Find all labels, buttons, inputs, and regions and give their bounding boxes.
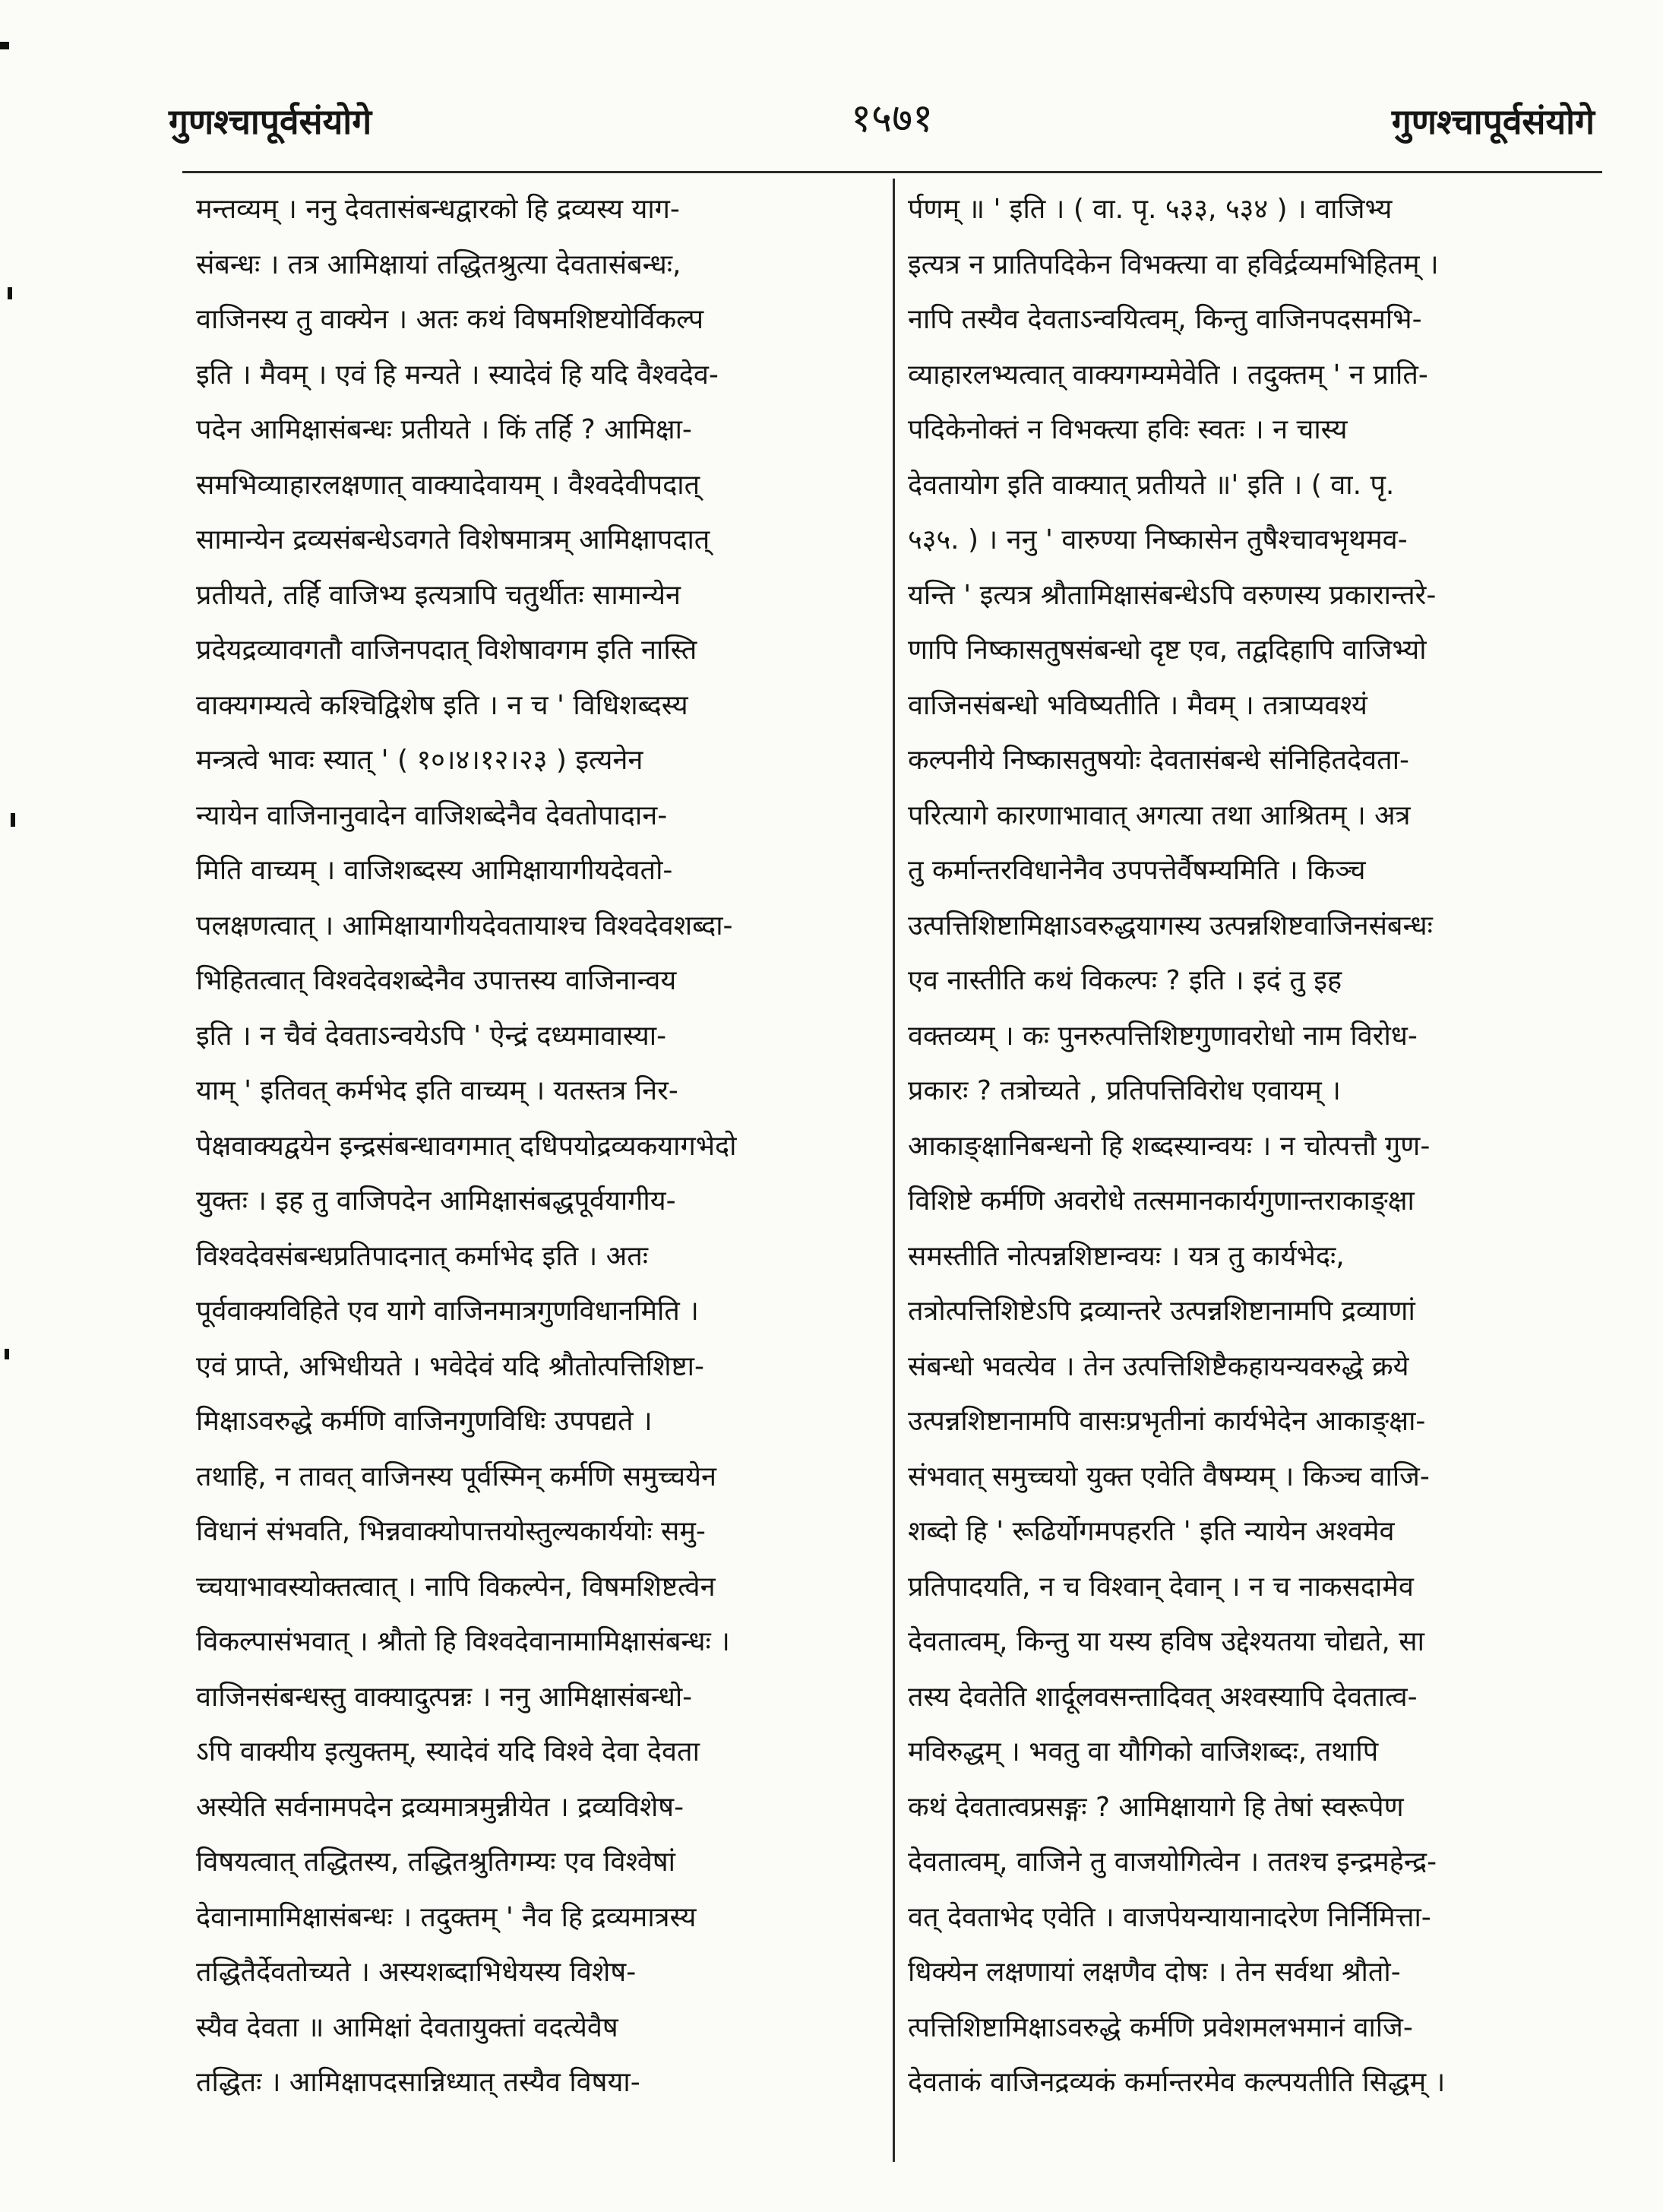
text-line: मन्त्रत्वे भावः स्यात् ' ( १०।४।१२।२३ ) इत्यनेन: [196, 745, 643, 776]
text-line: स्यैव देवता ॥ आमिक्षां देवतायुक्तां वदत्येवैष: [196, 2011, 618, 2043]
text-line: उत्पन्नशिष्टानामपि वासःप्रभृतीनां कार्यभेदेन आकाङ्क्षा-: [908, 1406, 1426, 1437]
text-line: र्पणम् ॥ ' इति । ( वा. पृ. ५३३, ५३४ ) । वाजिभ्य: [908, 194, 1393, 225]
text-line: देवताकं वाजिनद्रव्यकं कर्मान्तरमेव कल्पयतीति सिद्धम् ।: [908, 2067, 1446, 2098]
text-line: पलक्षणत्वात् । आमिक्षायागीयदेवतायाश्च विश्वदेवशब्दा-: [196, 910, 733, 941]
column-divider: [893, 179, 895, 2162]
text-line: विशिष्टे कर्मणि अवरोधे तत्समानकार्यगुणान्तराकाङ्क्षा: [908, 1185, 1415, 1217]
text-line: विश्वदेवसंबन्धप्रतिपादनात् कर्माभेद इति । अतः: [196, 1240, 648, 1272]
page-number: १५७१: [851, 96, 934, 141]
text-line: उत्पत्तिशिष्टामिक्षाऽवरुद्धयागस्य उत्पन्नशिष्टवाजिनसंबन्धः: [908, 910, 1433, 941]
text-line: ५३५. ) । ननु ' वारुण्या निष्कासेन तुषैश्चावभृथमव-: [908, 524, 1408, 555]
text-line: देवानामामिक्षासंबन्धः । तदुक्तम् ' नैव हि द्रव्यमात्रस्य: [196, 1901, 697, 1933]
text-line: इति । न चैवं देवताऽन्वयेऽपि ' ऐन्द्रं दध्यमावास्या-: [196, 1020, 667, 1052]
text-line: देवतात्वम्, वाजिने तु वाजयोगित्वेन । ततश्च इन्द्रमहेन्द्र-: [908, 1846, 1437, 1878]
text-line: तथाहि, न तावत् वाजिनस्य पूर्वस्मिन् कर्मणि समुच्चयेन: [196, 1460, 716, 1492]
text-line: कल्पनीये निष्कासतुषयोः देवतासंबन्धे संनिहितदेवता-: [908, 745, 1410, 776]
text-line: व्याहारलभ्यत्वात् वाक्यगम्यमेवेति । तदुक्तम् ' न प्राति-: [908, 359, 1428, 391]
text-line: विकल्पासंभवात् । श्रौतो हि विश्वदेवानामामिक्षासंबन्धः ।: [196, 1626, 730, 1657]
text-line: त्पत्तिशिष्टामिक्षाऽवरुद्धे कर्मणि प्रवेशमलभमानं वाजि-: [908, 2011, 1413, 2043]
text-line: पेक्षवाक्यद्वयेन इन्द्रसंबन्धावगमात् दधिपयोद्रव्यकयागभेदो: [196, 1130, 737, 1162]
text-line: सामान्येन द्रव्यसंबन्धेऽवगते विशेषमात्रम् आमिक्षापदात्: [196, 524, 710, 555]
text-line: पदिकेनोक्तं न विभक्त्या हविः स्वतः । न चास्य: [908, 414, 1348, 445]
text-line: विषयत्वात् तद्धितस्य, तद्धितश्रुतिगम्यः एव विश्वेषां: [196, 1846, 675, 1878]
text-line: वत् देवताभेद एवेति । वाजपेयन्यायानादरेण निर्निमित्ता-: [908, 1901, 1431, 1933]
header-right-title: गुणश्चापूर्वसंयोगे: [1391, 101, 1595, 142]
header-divider: [182, 171, 1602, 173]
text-line: वाक्यगम्यत्वे कश्चिद्विशेष इति । न च ' विधिशब्दस्य: [196, 689, 688, 721]
text-line: मविरुद्धम् । भवतु वा यौगिको वाजिशब्दः, तथापि: [908, 1736, 1379, 1767]
text-line: च्चयाभावस्योक्तत्वात् । नापि विकल्पेन, विषमशिष्टत्वेन: [196, 1571, 716, 1603]
text-line: देवतात्वम्, किन्तु या यस्य हविष उद्देश्यतया चोद्यते, सा: [908, 1626, 1424, 1657]
scan-mark: [0, 42, 9, 49]
text-line: न्यायेन वाजिनानुवादेन वाजिशब्देनैव देवतोपादान-: [196, 799, 668, 831]
header-left-title: गुणश्चापूर्वसंयोगे: [169, 101, 372, 142]
text-line: प्रदेयद्रव्यावगतौ वाजिनपदात् विशेषावगम इति नास्ति: [196, 634, 697, 666]
text-line: याम् ' इतिवत् कर्मभेद इति वाच्यम् । यतस्तत्र निर-: [196, 1075, 678, 1106]
text-line: वाजिनस्य तु वाक्येन । अतः कथं विषमशिष्टयोर्विकल्प: [196, 304, 704, 335]
text-line: अस्येति सर्वनामपदेन द्रव्यमात्रमुन्नीयेत । द्रव्यविशेष-: [196, 1791, 684, 1823]
text-line: पदेन आमिक्षासंबन्धः प्रतीयते । किं तर्हि ? आमिक्षा-: [196, 414, 692, 445]
text-line: शब्दो हि ' रूढिर्योगमपहरति ' इति न्यायेन अश्वमेव: [908, 1516, 1395, 1547]
text-line: समस्तीति नोत्पन्नशिष्टान्वयः । यत्र तु कार्यभेदः,: [908, 1240, 1345, 1272]
text-line: मिति वाच्यम् । वाजिशब्दस्य आमिक्षायागीयदेवतो-: [196, 855, 673, 886]
text-line: णापि निष्कासतुषसंबन्धो दृष्ट एव, तद्वदिहापि वाजिभ्यो: [908, 634, 1427, 666]
text-line: परित्यागे कारणाभावात् अगत्या तथा आश्रितम् । अत्र: [908, 799, 1411, 831]
text-line: भिहितत्वात् विश्वदेवशब्देनैव उपात्तस्य वाजिनान्वय: [196, 965, 677, 996]
text-line: तस्य देवतेति शार्दूलवसन्तादिवत् अश्वस्यापि देवतात्व-: [908, 1681, 1418, 1713]
text-line: एव नास्तीति कथं विकल्पः ? इति । इदं तु इह: [908, 965, 1342, 996]
text-line: संबन्धो भवत्येव । तेन उत्पत्तिशिष्टैकहायन्यवरुद्धे क्रये: [908, 1350, 1409, 1382]
scan-mark: [11, 813, 15, 827]
text-line: आकाङ्क्षानिबन्धनो हि शब्दस्यान्वयः । न चोत्पत्तौ गुण-: [908, 1130, 1431, 1162]
right-column: [908, 182, 1611, 2111]
text-line: समभिव्याहारलक्षणात् वाक्यादेवायम् । वैश्वदेवीपदात्: [196, 469, 700, 501]
scan-mark: [5, 1349, 9, 1359]
text-line: युक्तः । इह तु वाजिपदेन आमिक्षासंबद्धपूर्वयागीय-: [196, 1185, 676, 1217]
text-line: धिक्येन लक्षणायां लक्षणैव दोषः । तेन सर्वथा श्रौतो-: [908, 1957, 1401, 1988]
scan-mark: [8, 287, 12, 299]
text-line: संभवात् समुच्चयो युक्त एवेति वैषम्यम् । किञ्च वाजि-: [908, 1460, 1430, 1492]
text-line: तद्धितैर्देवतोच्यते । अस्यशब्दाभिधेयस्य विशेष-: [196, 1957, 637, 1988]
text-line: यन्ति ' इत्यत्र श्रौतामिक्षासंबन्धेऽपि वरुणस्य प्रकारान्तरे-: [908, 579, 1437, 611]
text-line: मन्तव्यम् । ननु देवतासंबन्धद्वारको हि द्रव्यस्य याग-: [196, 194, 680, 225]
text-line: तत्रोत्पत्तिशिष्टेऽपि द्रव्यान्तरे उत्पन्नशिष्टानामपि द्रव्याणां: [908, 1296, 1415, 1327]
left-column: [196, 182, 880, 2111]
text-line: प्रतिपादयति, न च विश्वान् देवान् । न च नाकसदामेव: [908, 1571, 1414, 1603]
text-line: मिक्षाऽवरुद्धे कर्मणि वाजिनगुणविधिः उपपद्यते ।: [196, 1406, 653, 1437]
text-line: तद्धितः । आमिक्षापदसान्निध्यात् तस्यैव विषया-: [196, 2067, 640, 2098]
text-line: कथं देवतात्वप्रसङ्गः ? आमिक्षायागे हि तेषां स्वरूपेण: [908, 1791, 1404, 1823]
text-line: एवं प्राप्ते, अभिधीयते । भवेदेवं यदि श्रौतोत्पत्तिशिष्टा-: [196, 1350, 704, 1382]
text-line: वाजिनसंबन्धस्तु वाक्यादुत्पन्नः । ननु आमिक्षासंबन्धो-: [196, 1681, 693, 1713]
text-line: तु कर्मान्तरविधानेनैव उपपत्तेर्वैषम्यमिति । किञ्च: [908, 855, 1366, 886]
text-line: इति । मैवम् । एवं हि मन्यते । स्यादेवं हि यदि वैश्वदेव-: [196, 359, 719, 391]
text-line: देवतायोग इति वाक्यात् प्रतीयते ॥' इति । ( वा. पृ.: [908, 469, 1395, 501]
text-line: प्रकारः ? तत्रोच्यते , प्रतिपत्तिविरोध एवायम् ।: [908, 1075, 1341, 1106]
text-line: इत्यत्र न प्रातिपदिकेन विभक्त्या वा हविर्द्रव्यमभिहितम् ।: [908, 248, 1439, 280]
text-line: वाजिनसंबन्धो भविष्यतीति । मैवम् । तत्राप्यवश्यं: [908, 689, 1367, 721]
running-header: [152, 90, 1617, 158]
text-line: नापि तस्यैव देवताऽन्वयित्वम्, किन्तु वाजिनपदसमभि-: [908, 304, 1422, 335]
text-line: ऽपि वाक्यीय इत्युक्तम्, स्यादेवं यदि विश्वे देवा देवता: [196, 1736, 700, 1767]
text-line: वक्तव्यम् । कः पुनरुत्पत्तिशिष्टगुणावरोधो नाम विरोध-: [908, 1020, 1418, 1052]
text-line: प्रतीयते, तर्हि वाजिभ्य इत्यत्रापि चतुर्थीतः सामान्येन: [196, 579, 681, 611]
text-line: संबन्धः । तत्र आमिक्षायां तद्धितश्रुत्या देवतासंबन्धः,: [196, 248, 681, 280]
text-line: पूर्ववाक्यविहिते एव यागे वाजिनमात्रगुणविधानमिति ।: [196, 1296, 699, 1327]
text-line: विधानं संभवति, भिन्नवाक्योपात्तयोस्तुल्यकार्ययोः समु-: [196, 1516, 706, 1547]
